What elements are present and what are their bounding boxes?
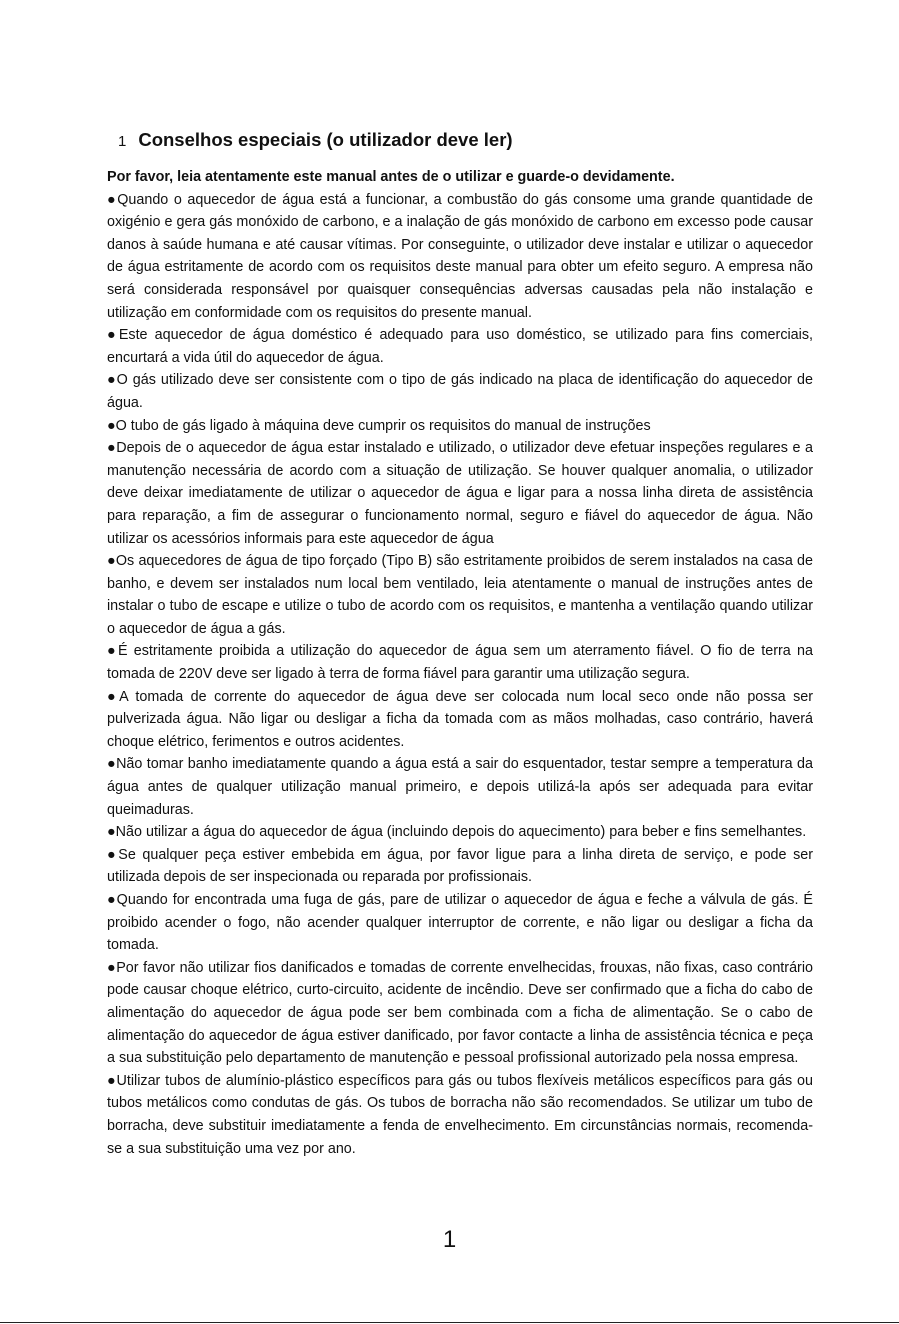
section-number: 1 bbox=[118, 133, 127, 150]
advice-paragraph-maintenance: ●Depois de o aquecedor de água estar instalado e utilizado, o utilizador deve efetuar inspeções regulares e a manutenção necessária de acordo com a situação de utilização. Se houver qualquer anomalia, o utilizador deve deixar imediatamente de utilizar o aquecedor de água e ligar para a nossa linha direta de assistência para reparação, a fim de assegurar o funcionamento normal, seguro e fiável do aquecedor de água. Não utilizar os acessórios informais para este aquecedor de água bbox=[107, 440, 813, 547]
advice-paragraph-gas-tube: ●O tubo de gás ligado à máquina deve cumprir os requisitos do manual de instruções bbox=[107, 417, 651, 434]
page-number: 1 bbox=[442, 1226, 457, 1253]
section-heading bbox=[118, 129, 513, 151]
bottom-divider bbox=[0, 1322, 899, 1323]
section-body bbox=[107, 166, 813, 1160]
advice-paragraph-domestic-use: ●Este aquecedor de água doméstico é adequado para uso doméstico, se utilizado para fins comerciais, encurtará a vida útil do aquecedor de água. bbox=[107, 327, 813, 366]
advice-paragraph-power-outlet: ●A tomada de corrente do aquecedor de água deve ser colocada num local seco onde não possa ser pulverizada água. Não ligar ou desligar a ficha da tomada com as mãos molhadas, caso contrário, haverá choque elétrico, ferimentos e outros acidentes. bbox=[107, 688, 813, 750]
intro-instruction: Por favor, leia atentamente este manual antes de o utilizar e guarde-o devidamente. bbox=[107, 169, 675, 185]
advice-paragraph-gas-leak: ●Quando for encontrada uma fuga de gás, pare de utilizar o aquecedor de água e feche a válvula de gás. É proibido acender o fogo, não acender qualquer interruptor de corrente, e não ligar ou desligar a ficha da tomada. bbox=[107, 892, 813, 954]
advice-paragraph-forced-type: ●Os aquecedores de água de tipo forçado (Tipo B) são estritamente proibidos de serem instalados na casa de banho, e devem ser instalados num local bem ventilado, leia atentamente o manual de instruções antes de instalar o tubo de escape e utilize o tubo de acordo com os requisitos, e mantenha a ventilação quando utilizar o aquecedor de água a gás. bbox=[107, 553, 813, 637]
advice-paragraph-water-damage: ●Se qualquer peça estiver embebida em água, por favor ligue para a linha direta de serviço, e pode ser utilizada depois de ser inspecionada ou reparada por profissionais. bbox=[107, 846, 813, 886]
section-title: Conselhos especiais (o utilizador deve ler) bbox=[138, 129, 513, 150]
advice-paragraph-water-temperature: ●Não tomar banho imediatamente quando a água está a sair do esquentador, testar sempre a temperatura da água antes de qualquer utilização manual primeiro, e depois utilizá-la após ser adequada para evitar queimaduras. bbox=[107, 756, 813, 818]
advice-paragraph-combustion: ●Quando o aquecedor de água está a funcionar, a combustão do gás consome uma grande quantidade de oxigénio e gera gás monóxido de carbono, e a inalação de gás monóxido de carbono em excesso pode causar danos à saúde humana e até causar vítimas. Por conseguinte, o utilizador deve instalar e utilizar o aquecedor de água estritamente de acordo com os requisitos deste manual para obter um efeito seguro. A empresa não será considerada responsável por quaisquer consequências adversas causadas pela não instalação e utilização em conformidade com os requisitos do presente manual. bbox=[107, 191, 813, 321]
advice-paragraph-gas-pipes: ●Utilizar tubos de alumínio-plástico específicos para gás ou tubos flexíveis metálicos específicos para gás ou tubos metálicos como condutas de gás. Os tubos de borracha não são recomendados. Se utilizar um tubo de borracha, deve substituir imediatamente a fenda de envelhecimento. Em circunstâncias normais, recomenda-se a sua substituição uma vez por ano. bbox=[107, 1072, 813, 1157]
advice-paragraph-power-cable: ●Por favor não utilizar fios danificados e tomadas de corrente envelhecidas, frouxas, não fixas, caso contrário pode causar choque elétrico, curto-circuito, acidente de incêndio. Deve ser confirmado que a ficha do cabo de alimentação do aquecedor de água pode ser bem combinada com a ficha de alimentação. Se o cabo de alimentação do aquecedor de água estiver danificado, por favor contacte a linha de assistência técnica e peça a sua substituição pelo departamento de manutenção e pessoal profissional autorizado pela nossa empresa. bbox=[107, 959, 813, 1067]
advice-paragraph-drinking: ●Não utilizar a água do aquecedor de água (incluindo depois do aquecimento) para beber e fins semelhantes. bbox=[107, 824, 807, 841]
advice-paragraph-grounding: ●É estritamente proibida a utilização do aquecedor de água sem um aterramento fiável. O fio de terra na tomada de 220V deve ser ligado à terra de forma fiável para garantir uma utilização segura. bbox=[107, 643, 813, 683]
advice-paragraph-gas-type: ●O gás utilizado deve ser consistente com o tipo de gás indicado na placa de identificação do aquecedor de água. bbox=[107, 372, 813, 411]
